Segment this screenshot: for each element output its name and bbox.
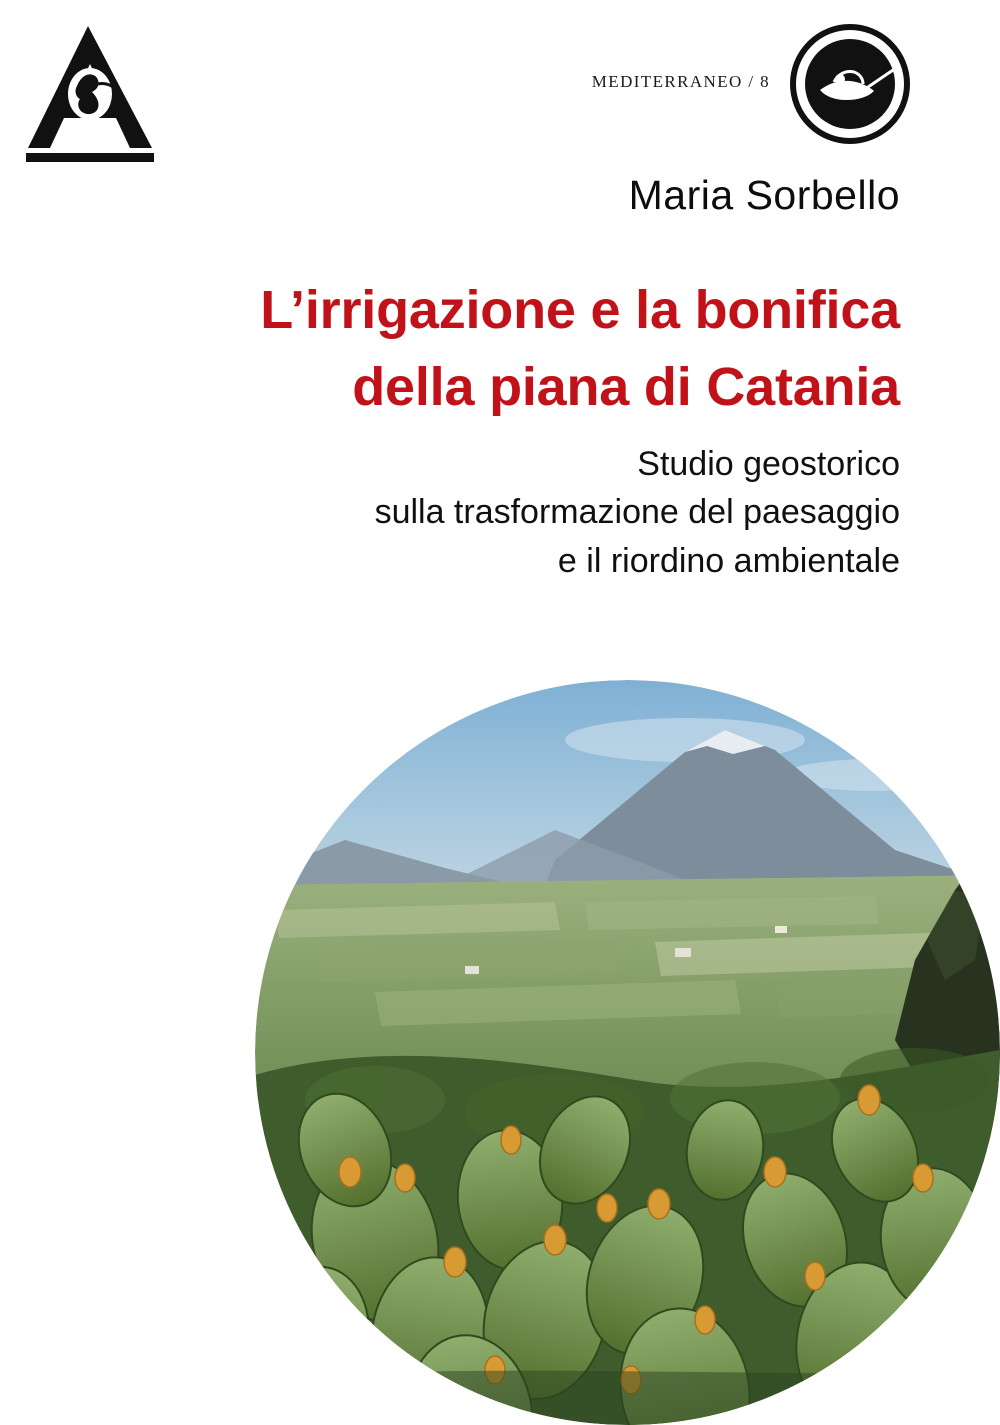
series-emblem-icon (790, 24, 910, 144)
book-subtitle (80, 440, 900, 585)
subtitle-line-3: e il riordino ambientale (557, 541, 900, 580)
title-line-2: della piana di Catania (352, 356, 900, 417)
series-label: MEDITERRANEO / 8 (591, 72, 770, 91)
title-line-1: L’irrigazione e la bonifica (260, 280, 900, 340)
cover-photograph (255, 680, 1000, 1425)
book-title (80, 272, 900, 425)
subtitle-line-1: Studio geostorico (637, 445, 900, 483)
author-name: Maria Sorbello (628, 172, 900, 218)
publisher-logo (20, 20, 160, 165)
subtitle-line-2: sulla trasformazione del paesaggio (374, 493, 900, 532)
